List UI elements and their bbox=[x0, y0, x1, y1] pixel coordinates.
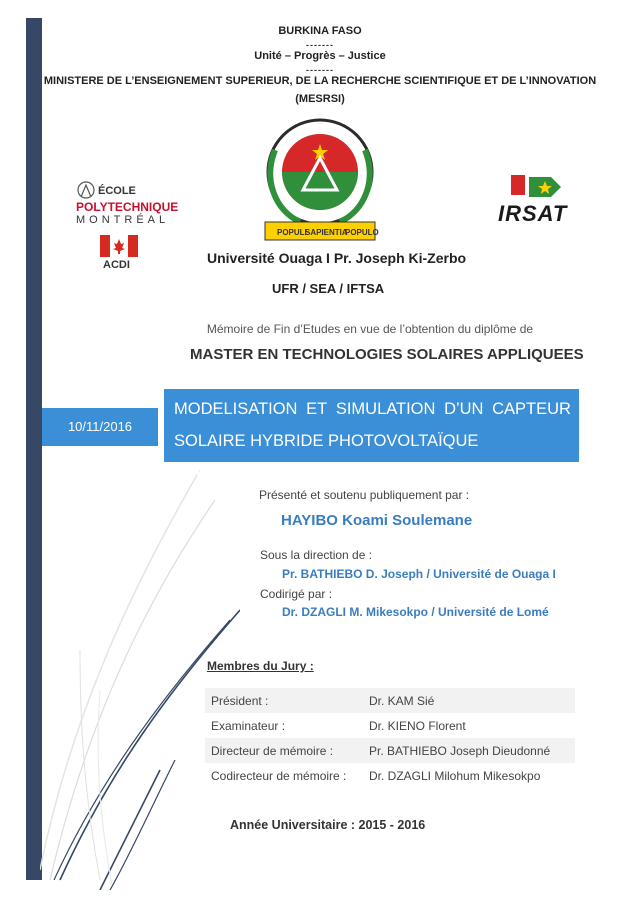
seal-banner-2: SAPIENTIA bbox=[305, 228, 348, 237]
logo-text-ecole: ÉCOLE bbox=[98, 185, 136, 197]
title-word: SIMULATION bbox=[335, 400, 436, 418]
table-row bbox=[205, 763, 575, 788]
title-word: ET bbox=[306, 400, 328, 418]
jury-role: Président : bbox=[205, 688, 363, 713]
thesis-title-line2: SOLAIRE HYBRIDE PHOTOVOLTAÏQUE THERMIQUE bbox=[174, 432, 479, 482]
ministry-name: MINISTERE DE L’ENSEIGNEMENT SUPERIEUR, DE LA RECHERCHE SCIENTIFIQUE ET DE L’INNOVATION bbox=[43, 75, 597, 87]
jury-table bbox=[205, 688, 575, 788]
jury-member: Dr. KIENO Florent bbox=[369, 718, 466, 733]
date-badge: 10/11/2016 bbox=[42, 408, 158, 446]
separator-1: ------- bbox=[306, 40, 334, 50]
university-name: Université Ouaga I Pr. Joseph Ki-Zerbo bbox=[207, 250, 467, 266]
table-row bbox=[205, 688, 575, 713]
title-word: CAPTEUR bbox=[492, 400, 571, 418]
national-motto: Unité – Progrès – Justice bbox=[254, 50, 386, 62]
thesis-title-line1 bbox=[174, 393, 571, 425]
author-name: HAYIBO Koami Soulemane bbox=[281, 512, 473, 529]
codirector-name: Dr. DZAGLI M. Mikesokpo / Université de Lomé bbox=[282, 605, 549, 619]
polytechnique-crest-icon bbox=[76, 180, 96, 202]
jury-member: Pr. BATHIEBO Joseph Dieudonné bbox=[363, 738, 575, 763]
jury-role: Directeur de mémoire : bbox=[205, 738, 363, 763]
table-row bbox=[205, 713, 575, 738]
acdi-label: ACDI bbox=[103, 259, 130, 271]
ministry-acronym: (MESRSI) bbox=[295, 93, 345, 105]
academic-year: Année Universitaire : 2015 - 2016 bbox=[230, 818, 426, 832]
seal-banner-3: POPULO bbox=[345, 228, 379, 237]
irsat-logo bbox=[496, 173, 576, 233]
thesis-title-box bbox=[164, 389, 579, 482]
decorative-curves bbox=[40, 470, 240, 890]
jury-role: Codirecteur de mémoire : bbox=[211, 768, 347, 783]
codirection-label: Codirigé par : bbox=[260, 587, 333, 601]
logo-text-polytechnique: POLYTECHNIQUE bbox=[76, 200, 179, 214]
title-word: MODELISATION bbox=[174, 400, 298, 418]
university-seal-icon bbox=[255, 110, 385, 246]
master-title: MASTER EN TECHNOLOGIES SOLAIRES APPLIQUEES bbox=[190, 346, 584, 363]
canada-flag-icon bbox=[100, 235, 138, 257]
jury-heading: Membres du Jury : bbox=[207, 659, 314, 673]
presented-by-label: Présenté et soutenu publiquement par : bbox=[259, 488, 470, 502]
direction-label: Sous la direction de : bbox=[260, 548, 373, 562]
director-name: Pr. BATHIEBO D. Joseph / Université de Ouaga I bbox=[282, 567, 556, 581]
seal-banner-1: POPULI bbox=[277, 228, 307, 237]
jury-role: Examinateur : bbox=[211, 718, 286, 733]
title-word: D’UN bbox=[444, 400, 484, 418]
jury-member: Dr. KAM Sié bbox=[363, 688, 575, 713]
ufr-name: UFR / SEA / IFTSA bbox=[272, 281, 385, 296]
logo-text-montreal: MONTRÉAL bbox=[76, 214, 170, 226]
memoire-subtitle: Mémoire de Fin d’Etudes en vue de l’obtention du diplôme de bbox=[206, 322, 534, 336]
jury-member: Dr. DZAGLI Milohum Mikesokpo bbox=[369, 768, 541, 783]
country-name: BURKINA FASO bbox=[278, 25, 362, 37]
irsat-emblem-icon bbox=[511, 173, 571, 201]
table-row bbox=[205, 738, 575, 763]
irsat-label: IRSAT bbox=[498, 201, 568, 226]
separator-2: ------- bbox=[306, 65, 334, 75]
